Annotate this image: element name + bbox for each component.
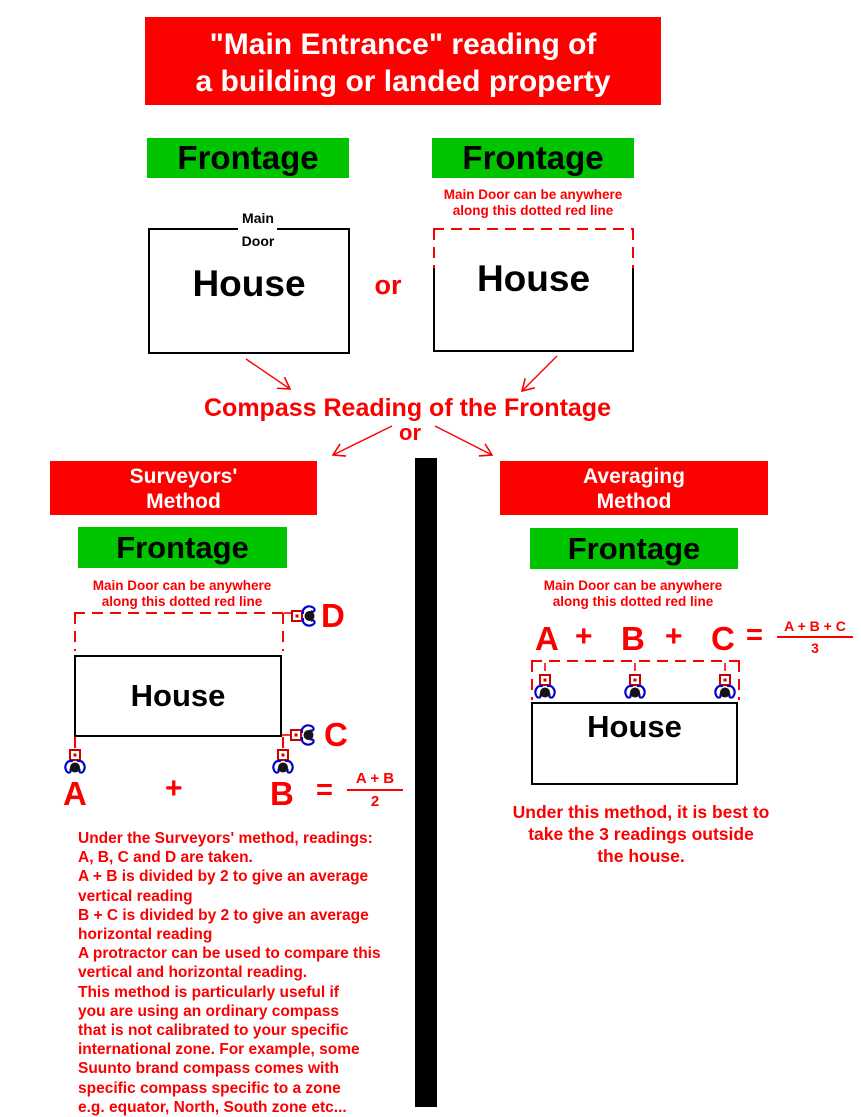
averaging-footer-line3: the house. <box>597 846 685 866</box>
surveyors-plus: + <box>165 772 183 805</box>
description-line: specific compass specific to a zone <box>78 1079 341 1097</box>
dashed-frontage-averaging <box>531 661 740 700</box>
averaging-fraction-numerator: A + B + C <box>777 618 853 638</box>
description-line: horizontal reading <box>78 926 213 944</box>
house-averaging <box>531 702 738 785</box>
main-door-note-top-line1: Main Door can be anywhere <box>443 187 623 202</box>
compass-2-icon <box>625 675 644 698</box>
compass-a-icon <box>65 750 84 773</box>
surveyors-fraction-numerator: A + B <box>347 770 403 791</box>
averaging-banner-line2: Method <box>596 490 672 513</box>
description-line: A, B, C and D are taken. <box>78 849 253 867</box>
house-left <box>148 210 350 354</box>
compass-d-icon <box>292 606 315 625</box>
compass-connectors-surveyors <box>282 613 296 735</box>
averaging-footer-line2: take the 3 readings outside <box>528 824 754 844</box>
title-line2: a building or landed property <box>195 65 611 98</box>
or-label-middle: or <box>399 420 421 445</box>
surveyors-fraction-denominator: 2 <box>370 793 380 810</box>
house-left-label: House <box>192 263 306 304</box>
compass-drop-lines-averaging <box>545 663 725 674</box>
formula-b: B <box>621 620 645 657</box>
main-door-label-top: Main <box>242 210 274 226</box>
surveyors-method-banner <box>50 461 317 515</box>
averaging-fraction <box>777 618 853 656</box>
description-line: you are using an ordinary compass <box>78 1002 339 1020</box>
door-gap <box>238 227 277 232</box>
main-door-note-top <box>430 187 636 219</box>
formula-equals: = <box>746 619 763 651</box>
compass-b-icon <box>273 750 292 773</box>
house-averaging-label: House <box>587 709 682 744</box>
description-line: vertical and horizontal reading. <box>78 964 308 982</box>
main-door-label-bottom: Door <box>241 233 275 249</box>
surveyors-equals: = <box>316 774 333 806</box>
formula-a: A <box>535 620 559 657</box>
main-door-note-averaging <box>523 578 743 610</box>
averaging-method-banner <box>500 461 768 515</box>
title-banner <box>145 17 661 105</box>
averaging-footer-line1: Under this method, it is best to <box>512 802 770 822</box>
compass-3-icon <box>715 675 734 698</box>
description-line: This method is particularly useful if <box>78 983 339 1001</box>
main-door-note-averaging-line2: along this dotted red line <box>552 594 714 609</box>
reading-label-b: B <box>270 775 294 812</box>
description-line: A + B is divided by 2 to give an average <box>78 868 369 886</box>
divider-bar <box>415 458 437 1107</box>
house-surveyors <box>74 655 282 737</box>
frontage-banner-surveyors: Frontage <box>78 527 287 568</box>
house-surveyors-label: House <box>130 678 226 713</box>
frontage-banner-top-right: Frontage <box>432 138 634 178</box>
or-label-top: or <box>374 270 402 300</box>
compass-c-icon <box>291 725 314 744</box>
formula-plus2: + <box>665 620 683 653</box>
main-door-note-surveyors <box>72 578 292 610</box>
description-line: Under the Surveyors' method, readings: <box>78 830 373 847</box>
main-door-note-surveyors-line1: Main Door can be anywhere <box>92 578 272 593</box>
main-door-note-surveyors-line2: along this dotted red line <box>101 594 263 609</box>
description-line: A protractor can be used to compare this <box>78 945 381 963</box>
arrow-left-house-icon <box>246 359 290 389</box>
frontage-banner-averaging: Frontage <box>530 528 738 569</box>
surveyors-description <box>78 829 418 1117</box>
description-line: international zone. For example, some <box>78 1041 360 1059</box>
description-line: e.g. equator, North, South zone etc... <box>78 1098 347 1116</box>
reading-label-a: A <box>63 775 87 812</box>
averaging-footer-note <box>503 801 779 867</box>
surveyors-fraction <box>347 770 403 810</box>
arrow-to-surveyors-icon <box>333 426 392 455</box>
main-door-note-top-line2: along this dotted red line <box>452 203 614 218</box>
averaging-banner-line1: Averaging <box>583 465 685 488</box>
house-right-label: House <box>476 258 591 299</box>
averaging-fraction-denominator: 3 <box>811 640 819 656</box>
description-line: that is not calibrated to your specific <box>78 1022 349 1040</box>
reading-label-c: C <box>324 716 348 753</box>
formula-plus1: + <box>575 620 593 653</box>
title-line1: "Main Entrance" reading of <box>209 28 597 61</box>
compass-1-icon <box>535 675 554 698</box>
house-right <box>433 228 634 352</box>
main-door-note-averaging-line1: Main Door can be anywhere <box>543 578 723 593</box>
description-line: Suunto brand compass comes with <box>78 1060 339 1078</box>
surveyors-banner-line1: Surveyors' <box>129 465 238 488</box>
frontage-banner-top-left: Frontage <box>147 138 349 178</box>
arrow-right-house-icon <box>522 356 557 391</box>
arrow-to-averaging-icon <box>435 426 492 455</box>
reading-label-d: D <box>321 597 345 634</box>
description-line: B + C is divided by 2 to give an average <box>78 906 369 924</box>
description-line: vertical reading <box>78 887 193 905</box>
compass-reading-heading: Compass Reading of the Frontage <box>204 394 611 422</box>
surveyors-banner-line2: Method <box>146 490 221 513</box>
formula-c: C <box>711 620 735 657</box>
